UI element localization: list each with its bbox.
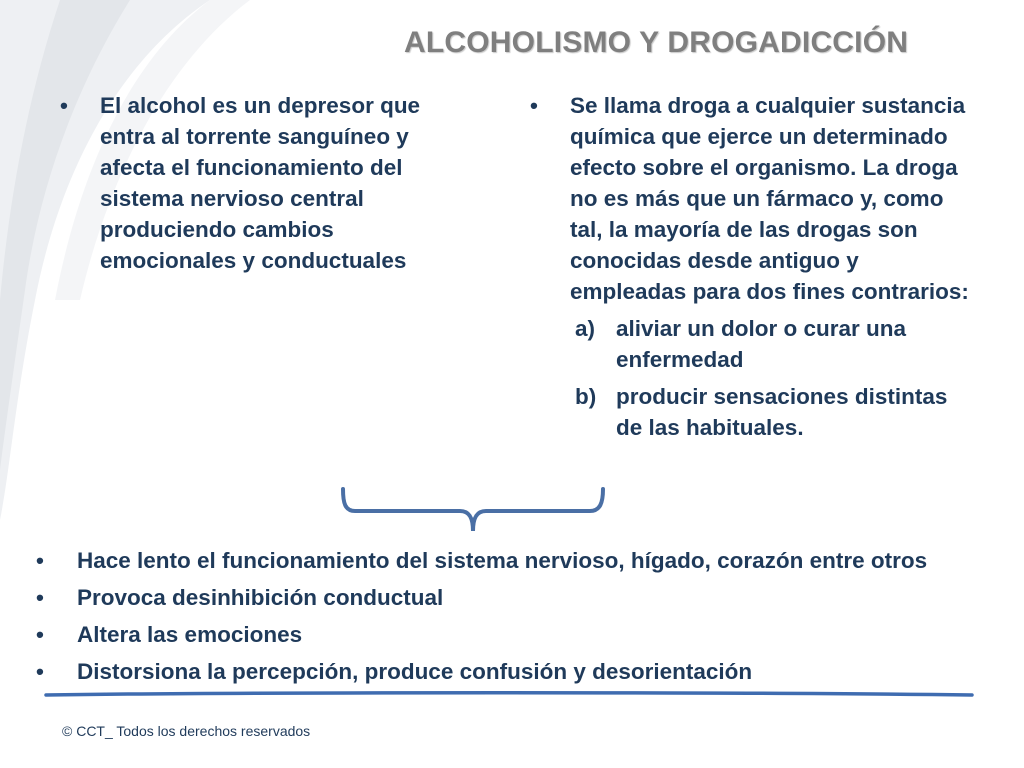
drug-definition: Se llama droga a cualquier sustancia química que ejerce un determinado efecto sobre el organismo. La droga no es más que un fármaco y, como tal, la mayoría de las drogas son conocidas desde antiguo y empleadas para dos fines contrarios: — [570, 93, 969, 304]
list-item-text: Distorsiona la percepción, produce confusión y desorientación — [77, 659, 753, 684]
bullet: • — [36, 585, 44, 610]
effects-list — [36, 545, 1006, 693]
list-item-text: Provoca desinhibición conductual — [77, 585, 444, 610]
slide-title: ALCOHOLISMO Y DROGADICCIÓN — [404, 26, 909, 59]
bullet: • — [36, 659, 44, 684]
bullet: • — [36, 622, 44, 647]
list-item — [36, 545, 1006, 576]
bullet: • — [36, 548, 44, 573]
list-item — [36, 656, 1006, 687]
bullet: • — [60, 93, 68, 118]
list-item-text: Hace lento el funcionamiento del sistema nervioso, hígado, corazón entre otros — [77, 548, 928, 573]
subitem-a — [530, 313, 970, 375]
subitem-text: aliviar un dolor o curar una enfermedad — [616, 316, 907, 372]
copyright-footer: © CCT_ Todos los derechos reservados — [62, 723, 311, 739]
bracket-connector — [335, 483, 615, 543]
subitem-marker: b) — [575, 384, 597, 409]
alcohol-column — [60, 90, 470, 276]
bullet: • — [530, 93, 538, 118]
list-item — [36, 582, 1006, 613]
drug-column — [530, 90, 970, 443]
subitem-text: producir sensaciones distintas de las habituales. — [616, 384, 948, 440]
subitem-marker: a) — [575, 316, 596, 341]
alcohol-definition: El alcohol es un depresor que entra al torrente sanguíneo y afecta el funcionamiento del sistema nervioso central produciendo cambios emocionales y conductuales — [100, 93, 421, 273]
underline-divider — [44, 690, 974, 698]
list-item-text: Altera las emociones — [77, 622, 303, 647]
list-item — [36, 619, 1006, 650]
subitem-b — [530, 381, 970, 443]
